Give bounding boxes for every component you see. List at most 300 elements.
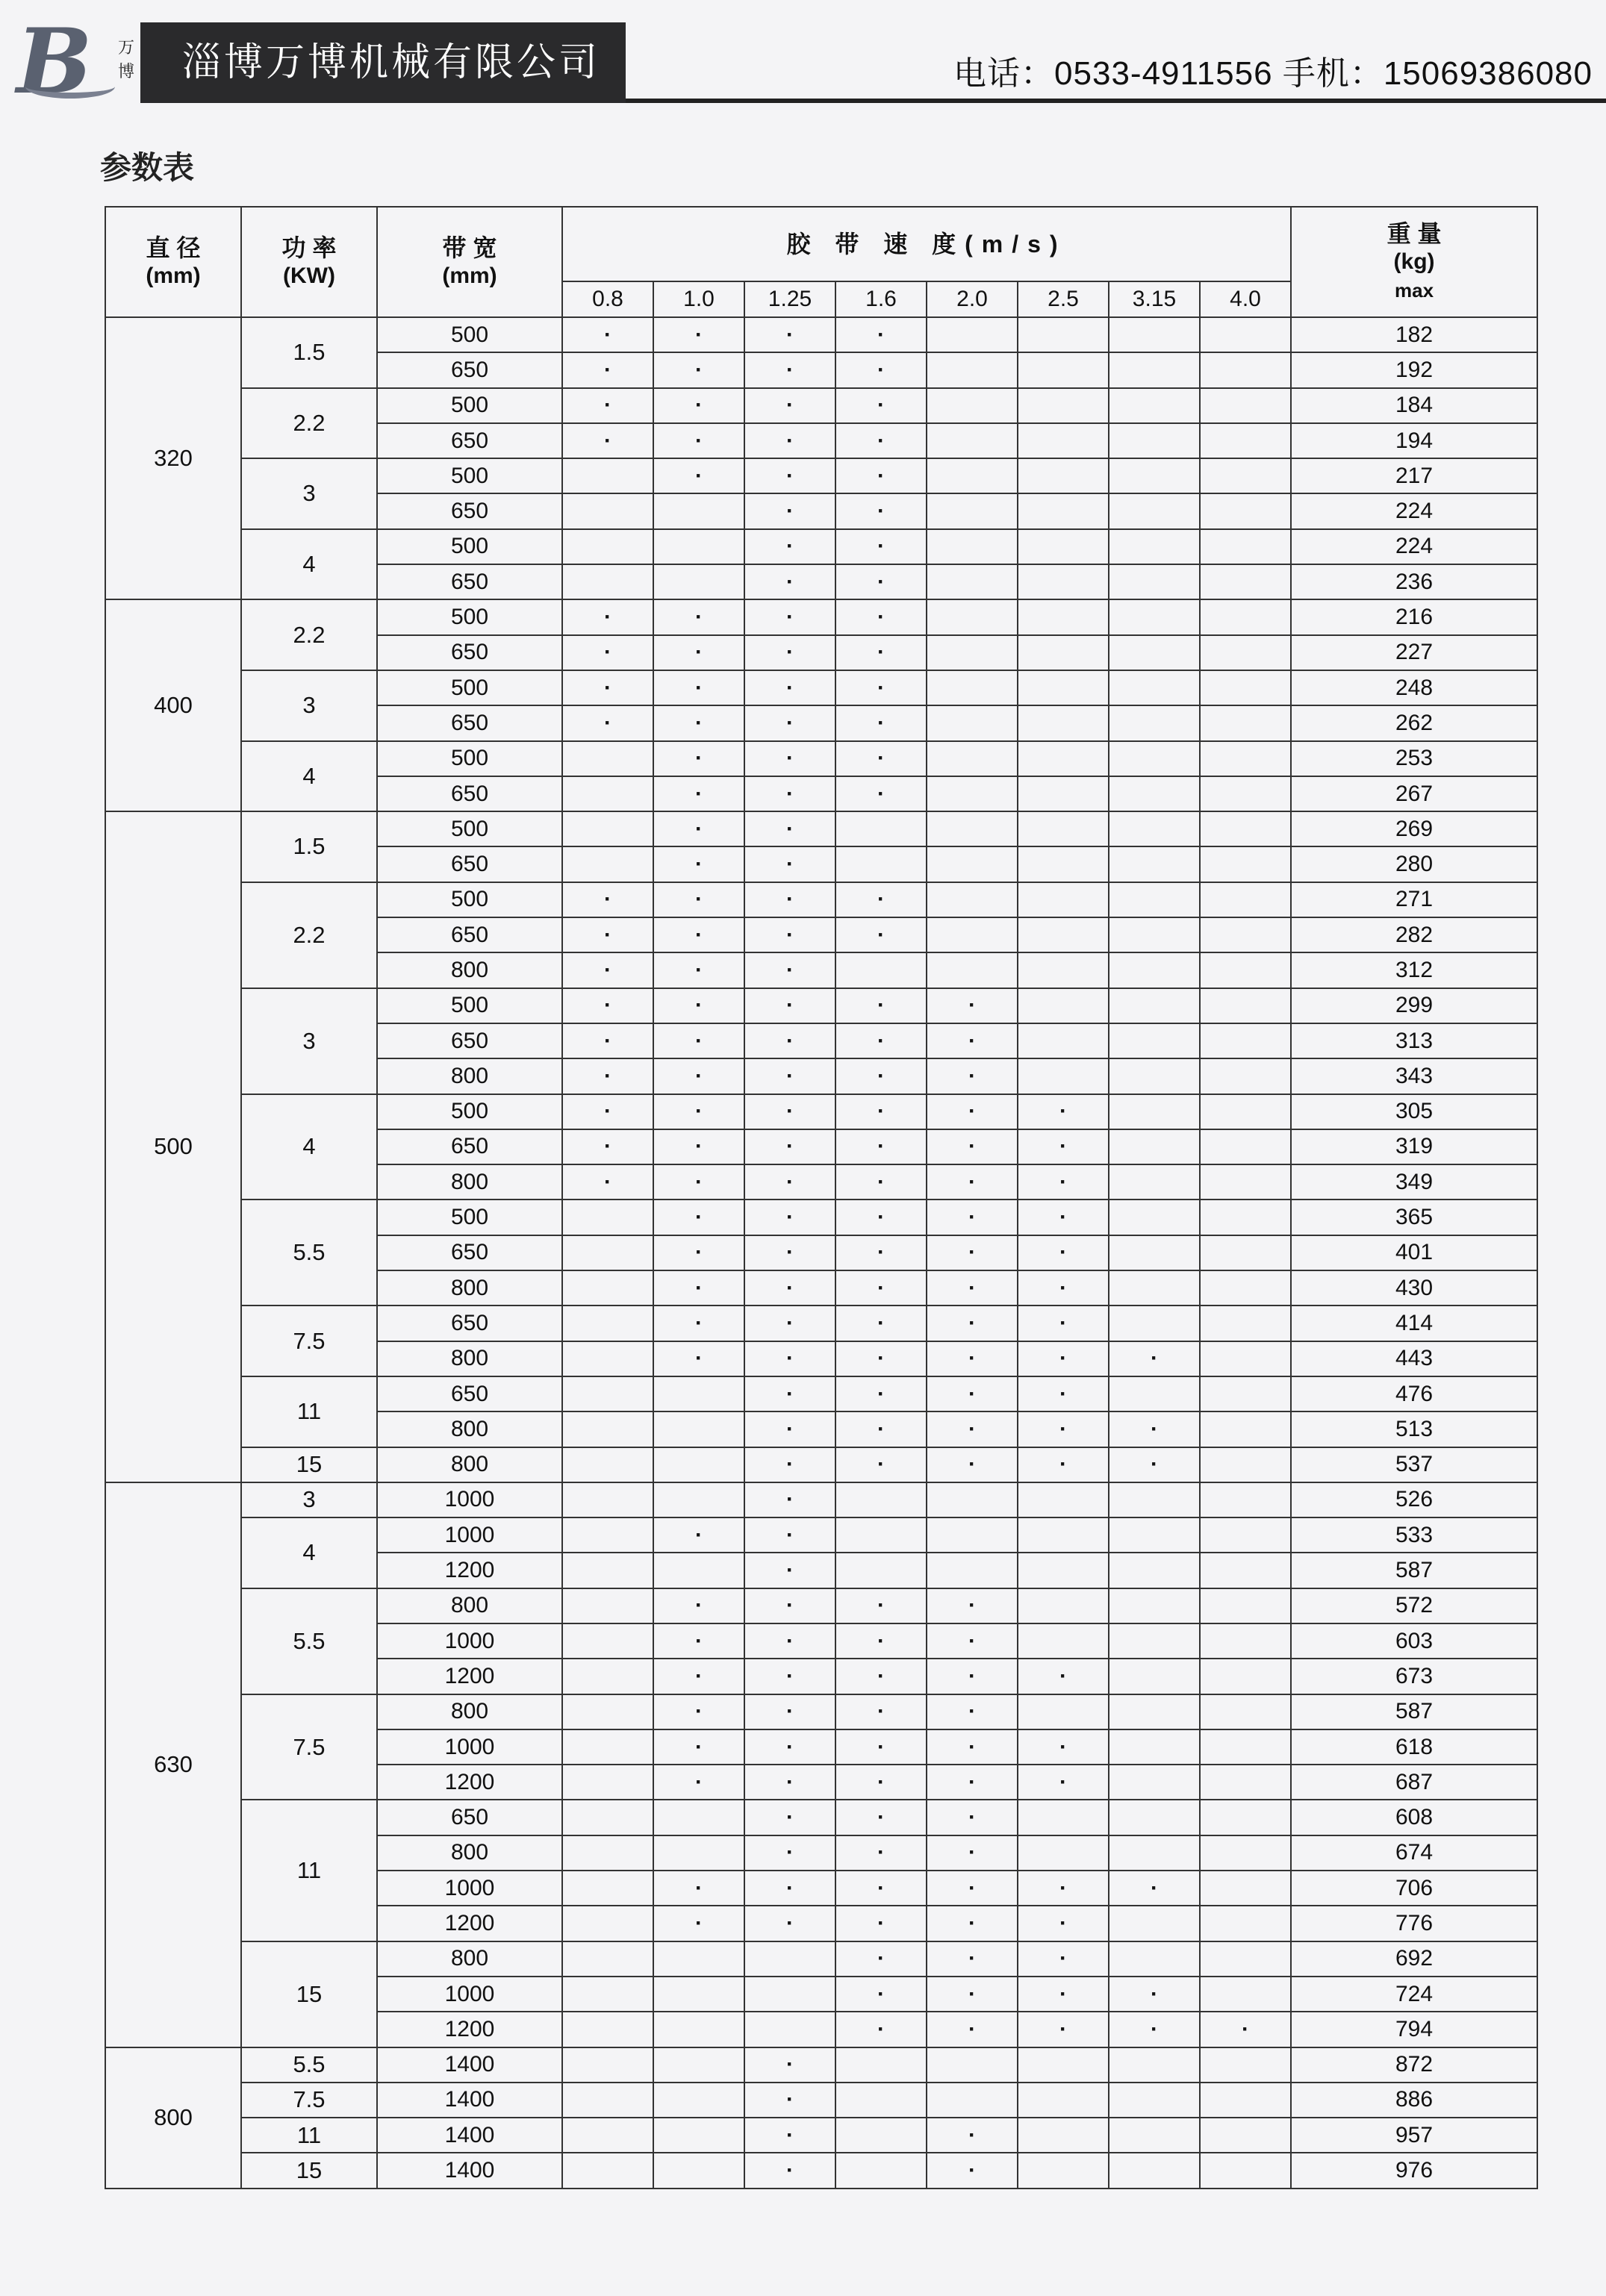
- speed-availability-cell: [1200, 1623, 1291, 1659]
- speed-availability-cell: [1109, 1058, 1200, 1094]
- width-cell: 1400: [377, 2118, 562, 2153]
- weight-cell: 572: [1291, 1588, 1537, 1623]
- width-cell: 650: [377, 1023, 562, 1058]
- speed-availability-cell: [1109, 423, 1200, 458]
- weight-cell: 182: [1291, 317, 1537, 352]
- speed-availability-cell: [1109, 458, 1200, 493]
- speed-availability-cell: [1200, 1270, 1291, 1305]
- weight-cell: 349: [1291, 1164, 1537, 1200]
- power-cell: 3: [241, 458, 377, 529]
- speed-availability-cell: ·: [653, 705, 744, 740]
- speed-availability-cell: [653, 493, 744, 528]
- speed-availability-cell: [562, 1906, 653, 1941]
- speed-availability-cell: ·: [744, 917, 835, 952]
- width-cell: 650: [377, 635, 562, 670]
- speed-availability-cell: ·: [835, 493, 927, 528]
- width-cell: 650: [377, 917, 562, 952]
- speed-availability-cell: [1109, 1906, 1200, 1941]
- speed-availability-cell: [1200, 846, 1291, 882]
- power-cell: 4: [241, 1517, 377, 1588]
- speed-availability-cell: ·: [1018, 1941, 1109, 1977]
- speed-availability-cell: ·: [562, 635, 653, 670]
- speed-availability-cell: [1200, 811, 1291, 846]
- speed-availability-cell: ·: [653, 741, 744, 776]
- speed-availability-cell: ·: [744, 2153, 835, 2188]
- power-cell: 15: [241, 1447, 377, 1482]
- weight-cell: 401: [1291, 1235, 1537, 1270]
- weight-cell: 794: [1291, 2012, 1537, 2047]
- speed-availability-cell: [1109, 988, 1200, 1023]
- speed-availability-cell: ·: [744, 1517, 835, 1553]
- speed-availability-cell: ·: [744, 846, 835, 882]
- weight-cell: 526: [1291, 1482, 1537, 1517]
- speed-col-header: 3.15: [1109, 281, 1200, 317]
- table-row: [105, 2083, 1537, 2118]
- speed-availability-cell: [927, 670, 1018, 705]
- speed-availability-cell: [1109, 882, 1200, 917]
- speed-availability-cell: [927, 917, 1018, 952]
- speed-availability-cell: ·: [835, 388, 927, 423]
- speed-availability-cell: [927, 458, 1018, 493]
- speed-availability-cell: [562, 1941, 653, 1977]
- speed-availability-cell: [835, 811, 927, 846]
- power-cell: 3: [241, 988, 377, 1094]
- speed-availability-cell: [1200, 2047, 1291, 2083]
- power-cell: 5.5: [241, 1200, 377, 1305]
- speed-availability-cell: ·: [562, 599, 653, 634]
- speed-availability-cell: ·: [927, 1906, 1018, 1941]
- speed-availability-cell: [653, 564, 744, 599]
- speed-availability-cell: ·: [744, 1305, 835, 1341]
- speed-availability-cell: ·: [835, 776, 927, 811]
- speed-availability-cell: [1109, 2153, 1200, 2188]
- speed-availability-cell: ·: [653, 1200, 744, 1235]
- width-cell: 1200: [377, 1906, 562, 1941]
- power-cell: 7.5: [241, 1694, 377, 1800]
- speed-availability-cell: [1109, 1941, 1200, 1977]
- speed-availability-cell: ·: [653, 1871, 744, 1906]
- speed-availability-cell: ·: [1018, 1765, 1109, 1800]
- speed-availability-cell: [1200, 1694, 1291, 1729]
- weight-cell: 618: [1291, 1729, 1537, 1765]
- speed-availability-cell: ·: [927, 1694, 1018, 1729]
- speed-availability-cell: [562, 1800, 653, 1835]
- company-logo: [16, 9, 136, 114]
- speed-availability-cell: [1018, 1553, 1109, 1588]
- width-cell: 1000: [377, 1623, 562, 1659]
- speed-availability-cell: ·: [744, 1800, 835, 1835]
- weight-cell: 365: [1291, 1200, 1537, 1235]
- power-cell: 7.5: [241, 1305, 377, 1376]
- speed-availability-cell: [1109, 1376, 1200, 1411]
- speed-availability-cell: ·: [653, 1094, 744, 1129]
- speed-availability-cell: [835, 1482, 927, 1517]
- speed-availability-cell: [653, 2118, 744, 2153]
- speed-availability-cell: [1109, 705, 1200, 740]
- speed-availability-cell: ·: [744, 1588, 835, 1623]
- speed-availability-cell: ·: [835, 670, 927, 705]
- weight-cell: 674: [1291, 1835, 1537, 1871]
- weight-cell: 253: [1291, 741, 1537, 776]
- speed-availability-cell: ·: [744, 1023, 835, 1058]
- speed-availability-cell: [562, 1376, 653, 1411]
- speed-availability-cell: ·: [1018, 1376, 1109, 1411]
- speed-availability-cell: ·: [927, 1623, 1018, 1659]
- speed-availability-cell: ·: [835, 1835, 927, 1871]
- speed-availability-cell: [1200, 776, 1291, 811]
- width-cell: 650: [377, 564, 562, 599]
- table-row: [105, 988, 1537, 1023]
- speed-availability-cell: [1109, 352, 1200, 387]
- speed-availability-cell: [1018, 917, 1109, 952]
- width-cell: 650: [377, 352, 562, 387]
- speed-availability-cell: ·: [562, 317, 653, 352]
- power-cell: 11: [241, 1376, 377, 1447]
- speed-availability-cell: [1200, 1200, 1291, 1235]
- speed-availability-cell: [1109, 564, 1200, 599]
- speed-availability-cell: [1109, 2047, 1200, 2083]
- speed-availability-cell: ·: [1018, 1129, 1109, 1164]
- speed-availability-cell: ·: [562, 423, 653, 458]
- speed-availability-cell: [927, 811, 1018, 846]
- weight-cell: 476: [1291, 1376, 1537, 1411]
- width-cell: 1400: [377, 2083, 562, 2118]
- speed-availability-cell: [1018, 1623, 1109, 1659]
- width-cell: 1000: [377, 1729, 562, 1765]
- speed-availability-cell: [1018, 1800, 1109, 1835]
- power-cell: 5.5: [241, 1588, 377, 1694]
- width-cell: 1000: [377, 1871, 562, 1906]
- speed-availability-cell: [653, 2012, 744, 2047]
- contact-phone: 电话：0533-4911556 手机：15069386080: [953, 55, 1593, 92]
- speed-availability-cell: [1109, 1553, 1200, 1588]
- speed-availability-cell: [1200, 1058, 1291, 1094]
- speed-availability-cell: ·: [1109, 1977, 1200, 2012]
- speed-availability-cell: [927, 564, 1018, 599]
- speed-availability-cell: [1018, 564, 1109, 599]
- speed-availability-cell: [1200, 1941, 1291, 1977]
- speed-availability-cell: ·: [1018, 1411, 1109, 1447]
- table-row: [105, 1200, 1537, 1235]
- speed-availability-cell: [1018, 317, 1109, 352]
- speed-availability-cell: [562, 1835, 653, 1871]
- speed-availability-cell: ·: [927, 1235, 1018, 1270]
- speed-availability-cell: ·: [744, 1376, 835, 1411]
- weight-cell: 192: [1291, 352, 1537, 387]
- speed-availability-cell: [653, 1941, 744, 1977]
- speed-availability-cell: [1200, 1341, 1291, 1376]
- speed-availability-cell: ·: [835, 458, 927, 493]
- speed-availability-cell: [562, 1482, 653, 1517]
- speed-availability-cell: ·: [927, 1200, 1018, 1235]
- speed-header: 胶 带 速 度(m/s): [562, 207, 1291, 281]
- weight-cell: 587: [1291, 1553, 1537, 1588]
- speed-availability-cell: ·: [927, 1270, 1018, 1305]
- weight-cell: 282: [1291, 917, 1537, 952]
- power-cell: 2.2: [241, 882, 377, 988]
- speed-availability-cell: [1200, 1977, 1291, 2012]
- table-row: [105, 1517, 1537, 1553]
- speed-availability-cell: ·: [562, 882, 653, 917]
- speed-availability-cell: ·: [1109, 1411, 1200, 1447]
- weight-cell: 976: [1291, 2153, 1537, 2188]
- weight-cell: 262: [1291, 705, 1537, 740]
- speed-availability-cell: ·: [835, 741, 927, 776]
- speed-availability-cell: ·: [835, 423, 927, 458]
- speed-availability-cell: ·: [744, 388, 835, 423]
- speed-availability-cell: [1018, 2153, 1109, 2188]
- speed-availability-cell: ·: [1109, 2012, 1200, 2047]
- speed-col-header: 1.25: [744, 281, 835, 317]
- width-cell: 800: [377, 1447, 562, 1482]
- speed-availability-cell: [927, 2047, 1018, 2083]
- speed-availability-cell: [1200, 882, 1291, 917]
- speed-availability-cell: [562, 1659, 653, 1694]
- speed-availability-cell: ·: [927, 1305, 1018, 1341]
- speed-availability-cell: [1109, 1729, 1200, 1765]
- speed-availability-cell: [1109, 1482, 1200, 1517]
- speed-availability-cell: [1200, 1129, 1291, 1164]
- speed-availability-cell: [562, 529, 653, 564]
- speed-availability-cell: ·: [835, 1729, 927, 1765]
- speed-availability-cell: [653, 1376, 744, 1411]
- speed-availability-cell: ·: [562, 670, 653, 705]
- speed-availability-cell: ·: [835, 1023, 927, 1058]
- speed-availability-cell: ·: [744, 2047, 835, 2083]
- weight-cell: 305: [1291, 1094, 1537, 1129]
- speed-availability-cell: [562, 2153, 653, 2188]
- width-cell: 650: [377, 1376, 562, 1411]
- table-row: [105, 1800, 1537, 1835]
- table-row: [105, 388, 1537, 423]
- speed-availability-cell: ·: [744, 1058, 835, 1094]
- speed-availability-cell: [1200, 952, 1291, 988]
- power-cell: 2.2: [241, 388, 377, 459]
- speed-availability-cell: [1018, 493, 1109, 528]
- weight-cell: 280: [1291, 846, 1537, 882]
- speed-availability-cell: ·: [835, 1588, 927, 1623]
- speed-availability-cell: [927, 388, 1018, 423]
- speed-availability-cell: ·: [744, 529, 835, 564]
- speed-availability-cell: [562, 1411, 653, 1447]
- width-cell: 800: [377, 1058, 562, 1094]
- speed-availability-cell: [1200, 917, 1291, 952]
- speed-availability-cell: ·: [835, 705, 927, 740]
- weight-cell: 224: [1291, 529, 1537, 564]
- speed-availability-cell: [653, 2047, 744, 2083]
- speed-availability-cell: [1200, 423, 1291, 458]
- speed-availability-cell: [562, 1623, 653, 1659]
- table-row: [105, 1447, 1537, 1482]
- speed-availability-cell: [1018, 670, 1109, 705]
- speed-col-header: 4.0: [1200, 281, 1291, 317]
- company-name: 淄博万博机械有限公司: [140, 22, 626, 103]
- speed-col-header: 1.0: [653, 281, 744, 317]
- table-row: [105, 1588, 1537, 1623]
- speed-availability-cell: [1018, 599, 1109, 634]
- weight-cell: 299: [1291, 988, 1537, 1023]
- speed-availability-cell: [1200, 1729, 1291, 1765]
- power-cell: 4: [241, 1094, 377, 1200]
- weight-cell: 537: [1291, 1447, 1537, 1482]
- width-cell: 1000: [377, 1517, 562, 1553]
- speed-availability-cell: [653, 1800, 744, 1835]
- weight-cell: 236: [1291, 564, 1537, 599]
- speed-availability-cell: [927, 529, 1018, 564]
- width-cell: 1400: [377, 2153, 562, 2188]
- speed-availability-cell: ·: [927, 1729, 1018, 1765]
- speed-availability-cell: [1200, 988, 1291, 1023]
- speed-availability-cell: [1109, 776, 1200, 811]
- width-cell: 650: [377, 776, 562, 811]
- speed-availability-cell: ·: [744, 952, 835, 988]
- speed-availability-cell: ·: [835, 1694, 927, 1729]
- speed-availability-cell: [1109, 1835, 1200, 1871]
- speed-availability-cell: [562, 564, 653, 599]
- weight-cell: 587: [1291, 1694, 1537, 1729]
- speed-availability-cell: ·: [744, 1835, 835, 1871]
- speed-availability-cell: [1109, 811, 1200, 846]
- speed-availability-cell: ·: [653, 1235, 744, 1270]
- speed-col-header: 2.0: [927, 281, 1018, 317]
- speed-availability-cell: [1200, 2118, 1291, 2153]
- width-cell: 1200: [377, 1553, 562, 1588]
- speed-availability-cell: [1018, 423, 1109, 458]
- speed-availability-cell: ·: [744, 2083, 835, 2118]
- speed-col-header: 0.8: [562, 281, 653, 317]
- speed-availability-cell: [562, 1588, 653, 1623]
- speed-availability-cell: [1018, 1023, 1109, 1058]
- speed-availability-cell: ·: [1018, 1871, 1109, 1906]
- speed-availability-cell: [927, 1517, 1018, 1553]
- speed-availability-cell: ·: [927, 1835, 1018, 1871]
- width-cell: 650: [377, 846, 562, 882]
- speed-availability-cell: ·: [653, 1270, 744, 1305]
- speed-availability-cell: [744, 1977, 835, 2012]
- width-cell: 500: [377, 741, 562, 776]
- speed-availability-cell: ·: [562, 1094, 653, 1129]
- weight-cell: 343: [1291, 1058, 1537, 1094]
- speed-availability-cell: [744, 2012, 835, 2047]
- speed-availability-cell: [1018, 1482, 1109, 1517]
- power-cell: 5.5: [241, 2047, 377, 2083]
- speed-availability-cell: ·: [562, 705, 653, 740]
- speed-availability-cell: ·: [653, 458, 744, 493]
- power-cell: 11: [241, 2118, 377, 2153]
- speed-availability-cell: ·: [835, 1906, 927, 1941]
- speed-availability-cell: [1109, 1305, 1200, 1341]
- table-row: [105, 458, 1537, 493]
- speed-availability-cell: [1018, 635, 1109, 670]
- speed-availability-cell: ·: [653, 1729, 744, 1765]
- speed-availability-cell: ·: [744, 1765, 835, 1800]
- width-cell: 650: [377, 1800, 562, 1835]
- speed-availability-cell: [927, 635, 1018, 670]
- speed-availability-cell: [1018, 776, 1109, 811]
- weight-cell: 313: [1291, 1023, 1537, 1058]
- speed-availability-cell: ·: [744, 458, 835, 493]
- width-cell: 500: [377, 1200, 562, 1235]
- speed-availability-cell: [1018, 988, 1109, 1023]
- width-cell: 1000: [377, 1482, 562, 1517]
- speed-availability-cell: [1109, 2118, 1200, 2153]
- weight-cell: 216: [1291, 599, 1537, 634]
- speed-availability-cell: ·: [653, 1023, 744, 1058]
- speed-availability-cell: ·: [927, 2012, 1018, 2047]
- speed-availability-cell: [1109, 2083, 1200, 2118]
- speed-availability-cell: ·: [744, 1482, 835, 1517]
- weight-cell: 184: [1291, 388, 1537, 423]
- speed-availability-cell: ·: [562, 952, 653, 988]
- width-cell: 650: [377, 705, 562, 740]
- weight-header: 重 量 (kg) max: [1291, 207, 1537, 317]
- speed-availability-cell: ·: [744, 1729, 835, 1765]
- speed-availability-cell: [1200, 1588, 1291, 1623]
- speed-availability-cell: [1200, 352, 1291, 387]
- table-row: [105, 317, 1537, 352]
- speed-availability-cell: ·: [927, 2153, 1018, 2188]
- speed-availability-cell: ·: [653, 811, 744, 846]
- speed-availability-cell: ·: [1018, 1977, 1109, 2012]
- width-cell: 500: [377, 988, 562, 1023]
- power-cell: 7.5: [241, 2083, 377, 2118]
- speed-availability-cell: [1018, 846, 1109, 882]
- speed-availability-cell: ·: [653, 1659, 744, 1694]
- speed-availability-cell: [1109, 1659, 1200, 1694]
- power-cell: 1.5: [241, 811, 377, 882]
- table-row: [105, 1941, 1537, 1977]
- speed-availability-cell: ·: [653, 917, 744, 952]
- speed-availability-cell: ·: [653, 952, 744, 988]
- speed-availability-cell: [562, 1517, 653, 1553]
- weight-cell: 227: [1291, 635, 1537, 670]
- speed-availability-cell: ·: [835, 1235, 927, 1270]
- speed-availability-cell: [1109, 1588, 1200, 1623]
- speed-availability-cell: [1200, 1235, 1291, 1270]
- width-cell: 800: [377, 1341, 562, 1376]
- speed-availability-cell: ·: [835, 1129, 927, 1164]
- speed-availability-cell: [1200, 1835, 1291, 1871]
- speed-availability-cell: [1200, 1376, 1291, 1411]
- speed-availability-cell: [927, 493, 1018, 528]
- speed-availability-cell: ·: [653, 423, 744, 458]
- weight-cell: 430: [1291, 1270, 1537, 1305]
- speed-availability-cell: ·: [927, 988, 1018, 1023]
- speed-availability-cell: [653, 1553, 744, 1588]
- speed-availability-cell: [1109, 529, 1200, 564]
- speed-availability-cell: ·: [927, 1659, 1018, 1694]
- speed-availability-cell: [927, 741, 1018, 776]
- width-cell: 500: [377, 529, 562, 564]
- width-cell: 650: [377, 1235, 562, 1270]
- speed-availability-cell: [562, 2012, 653, 2047]
- speed-availability-cell: [1200, 458, 1291, 493]
- speed-availability-cell: ·: [927, 1800, 1018, 1835]
- speed-availability-cell: ·: [1018, 1270, 1109, 1305]
- width-cell: 800: [377, 1941, 562, 1977]
- parameter-table-wrap: [105, 206, 1535, 2189]
- speed-availability-cell: ·: [653, 882, 744, 917]
- speed-availability-cell: ·: [835, 917, 927, 952]
- width-cell: 650: [377, 1305, 562, 1341]
- weight-cell: 687: [1291, 1765, 1537, 1800]
- speed-availability-cell: ·: [1018, 1447, 1109, 1482]
- speed-availability-cell: [1200, 529, 1291, 564]
- speed-availability-cell: [1018, 1835, 1109, 1871]
- speed-availability-cell: ·: [1018, 1729, 1109, 1765]
- speed-availability-cell: [1109, 741, 1200, 776]
- power-cell: 1.5: [241, 317, 377, 388]
